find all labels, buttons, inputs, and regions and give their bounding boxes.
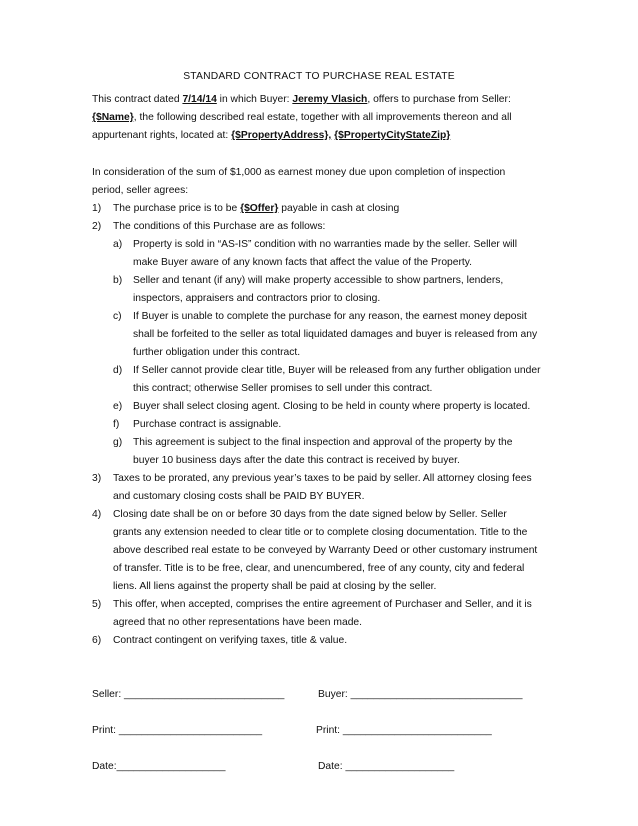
contract-date: 7/14/14: [182, 94, 217, 105]
intro-line-1: [92, 93, 511, 106]
intro-text: appurtenant rights, located at:: [92, 130, 232, 141]
item-5-line-1: This offer, when accepted, comprises the entire agreement of Purchaser and Seller, and it is: [113, 599, 532, 610]
buyer-print-line[interactable]: Print: __________________________: [316, 725, 492, 736]
item-6-line-1: Contract contingent on verifying taxes, title & value.: [113, 635, 348, 646]
item-number: 5): [92, 599, 102, 610]
item-4-line-1: Closing date shall be on or before 30 days from the date signed below by Seller. Seller: [113, 509, 507, 520]
subitem-b-line-1: Seller and tenant (if any) will make property accessible to show partners, lenders,: [133, 275, 504, 286]
offer-field: {$Offer}: [240, 203, 279, 214]
intro-text: This contract dated: [92, 94, 183, 105]
property-address-field: {$PropertyAddress},: [231, 130, 332, 141]
subitem-letter: c): [113, 311, 122, 322]
seller-signature-line[interactable]: Seller: ____________________________: [92, 689, 285, 700]
item-number: 2): [92, 221, 102, 232]
intro-text: , offers to purchase from Seller:: [367, 94, 511, 105]
subitem-c-line-2: shall be forfeited to the seller as total liquidated damages and buyer is released from any: [133, 329, 538, 340]
subitem-f-line-1: Purchase contract is assignable.: [133, 419, 282, 430]
subitem-g-line-1: This agreement is subject to the final inspection and approval of the property by the: [133, 437, 513, 448]
buyer-name: Jeremy Vlasich: [292, 94, 368, 105]
item-number: 1): [92, 203, 102, 214]
subitem-c-line-1: If Buyer is unable to complete the purchase for any reason, the earnest money deposit: [133, 311, 527, 322]
contract-title: STANDARD CONTRACT TO PURCHASE REAL ESTATE: [183, 71, 455, 82]
subitem-a-line-1: Property is sold in “AS-IS” condition with no warranties made by the seller. Seller will: [133, 239, 518, 250]
item-3-line-2: and customary closing costs shall be PAID BY BUYER.: [113, 491, 365, 502]
item-2-text: The conditions of this Purchase are as follows:: [113, 221, 326, 232]
intro-line-2: [92, 111, 512, 124]
item-4-line-5: liens. All liens against the property shall be paid at closing by the seller.: [113, 581, 437, 592]
intro-text: , the following described real estate, together with all improvements thereon and all: [133, 112, 512, 123]
item-4-line-2: grants any extension needed to clear title or to complete closing documentation. Title to the: [113, 527, 528, 538]
seller-print-line[interactable]: Print: _________________________: [92, 725, 263, 736]
subitem-g-line-2: buyer 10 business days after the date this contract is received by buyer.: [133, 455, 460, 466]
subitem-b-line-2: inspectors, appraisers and contractors prior to closing.: [133, 293, 381, 304]
seller-name-field: {$Name}: [92, 112, 134, 123]
buyer-date-line[interactable]: Date: ___________________: [318, 761, 455, 772]
subitem-letter: g): [113, 437, 123, 448]
item-4-line-4: of transfer. Title is to be free, clear, and unencumbered, free of any county, city and federal: [113, 563, 525, 574]
item-text: The purchase price is to be: [113, 203, 241, 214]
intro-text: in which Buyer:: [216, 94, 293, 105]
consideration-line-2: period, seller agrees:: [92, 185, 189, 196]
subitem-letter: d): [113, 365, 123, 376]
consideration-line-1: In consideration of the sum of $1,000 as earnest money due upon completion of inspection: [92, 167, 506, 178]
item-4-line-3: above described real estate to be conveyed by Warranty Deed or other customary instrument: [113, 545, 538, 556]
item-text: payable in cash at closing: [278, 203, 400, 214]
property-city-state-field: {$PropertyCityStateZip}: [334, 130, 451, 141]
subitem-d-line-1: If Seller cannot provide clear title, Buyer will be released from any further obligation under: [133, 365, 541, 376]
intro-line-3: [92, 129, 450, 142]
subitem-letter: b): [113, 275, 123, 286]
item-1-text: [113, 202, 399, 215]
item-number: 6): [92, 635, 102, 646]
item-3-line-1: Taxes to be prorated, any previous year’s taxes to be paid by seller. All attorney closing fees: [113, 473, 532, 484]
subitem-d-line-2: this contract; otherwise Seller promises to sell under this contract.: [133, 383, 433, 394]
subitem-a-line-2: make Buyer aware of any known facts that affect the value of the Property.: [133, 257, 473, 268]
subitem-letter: e): [113, 401, 123, 412]
subitem-letter: f): [113, 419, 120, 430]
subitem-e-line-1: Buyer shall select closing agent. Closing to be held in county where property is located.: [133, 401, 531, 412]
subitem-letter: a): [113, 239, 123, 250]
item-5-line-2: agreed that no other representations have been made.: [113, 617, 363, 628]
item-number: 3): [92, 473, 102, 484]
seller-date-line[interactable]: Date:___________________: [92, 761, 226, 772]
subitem-c-line-3: further obligation under this contract.: [133, 347, 301, 358]
item-number: 4): [92, 509, 102, 520]
buyer-signature-line[interactable]: Buyer: ______________________________: [318, 689, 523, 700]
